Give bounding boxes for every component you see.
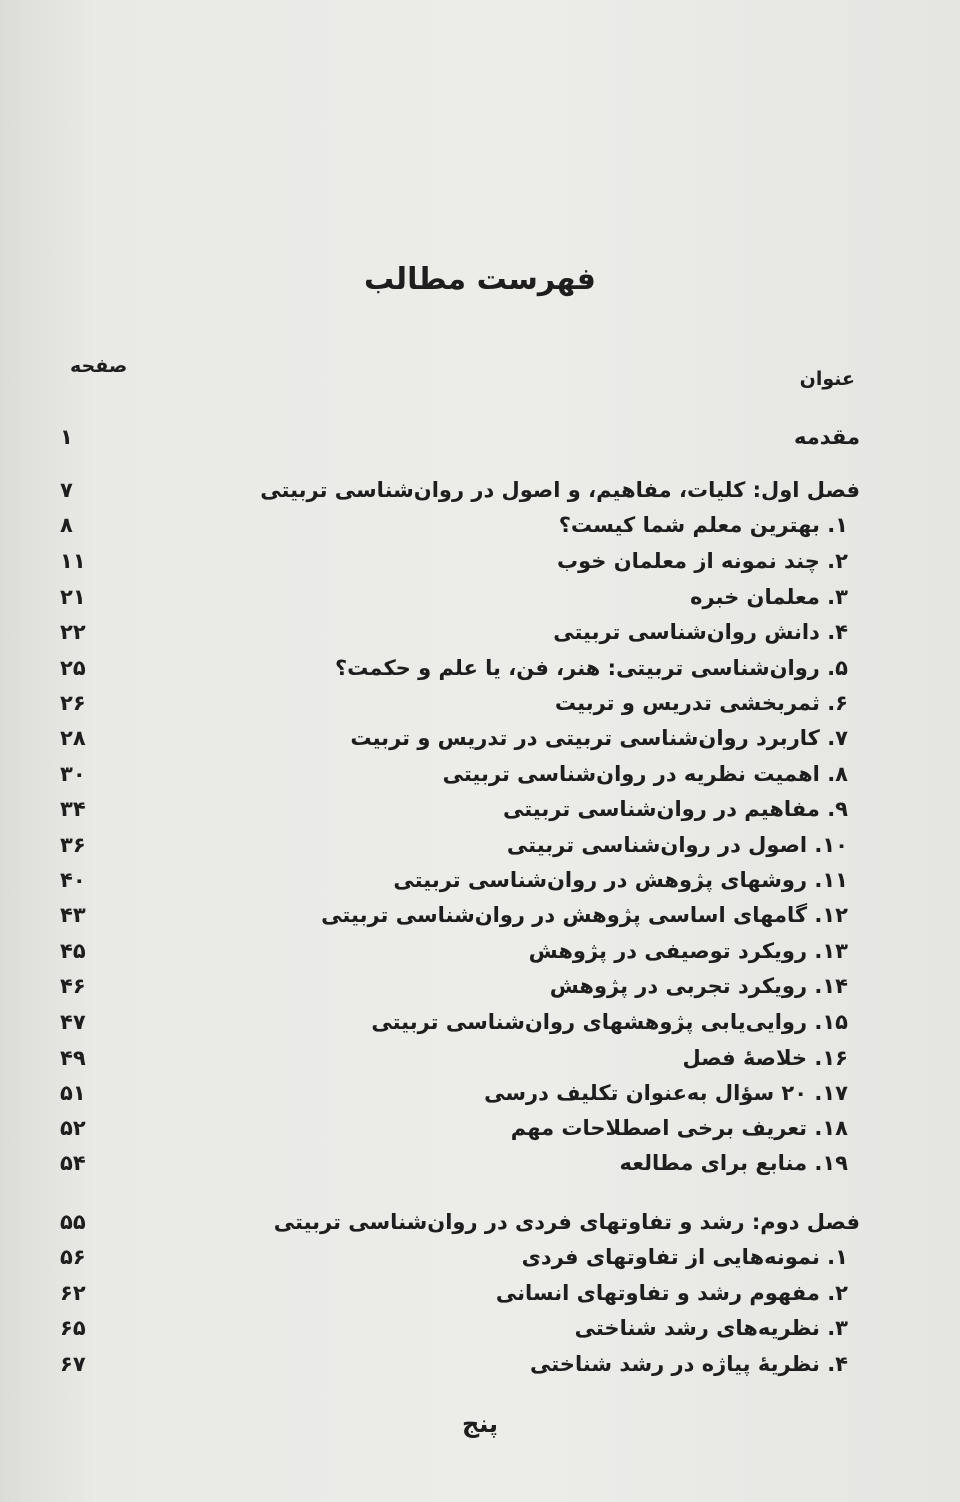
toc-chapter-row — [60, 1205, 860, 1239]
toc-entry-title: مقدمه — [794, 425, 860, 449]
toc-entry-title: ۱۸. تعریف برخی اصطلاحات مهم — [510, 1116, 848, 1140]
toc-entry-title: ۱. بهترین معلم شما کیست؟ — [558, 513, 848, 537]
toc-page-number: ۱ — [60, 425, 73, 449]
toc-page-number: ۴۵ — [60, 939, 86, 963]
toc-entry-title: ۴. نظریهٔ پیاژه در رشد شناختی — [529, 1352, 848, 1376]
toc-entry-title: ۱۷. ۲۰ سؤال به‌عنوان تکلیف درسی — [484, 1081, 848, 1105]
toc-item-row — [60, 508, 848, 542]
toc-page-number: ۴۹ — [60, 1046, 86, 1070]
column-header-title: عنوان — [799, 368, 855, 390]
toc-entry-title: ۱. نمونه‌هایی از تفاوتهای فردی — [521, 1245, 848, 1269]
toc-page-number: ۱۱ — [60, 549, 86, 573]
toc-item-row — [60, 934, 848, 968]
toc-entry-title: ۱۵. روایی‌یابی پژوهشهای روان‌شناسی تربیتی — [371, 1010, 848, 1034]
toc-page-number: ۵۱ — [60, 1081, 86, 1105]
toc-item-row — [60, 1347, 848, 1381]
toc-page-number: ۵۲ — [60, 1116, 86, 1140]
toc-page-number: ۲۸ — [60, 726, 86, 750]
toc-entry-title: فصل اول: کلیات، مفاهیم، و اصول در روان‌شناسی تربیتی — [260, 478, 860, 502]
toc-page-number: ۷ — [60, 478, 73, 502]
toc-entry-title: ۵. روان‌شناسی تربیتی: هنر، فن، یا علم و حکمت؟ — [334, 656, 848, 680]
toc-entry-title: ۴. دانش روان‌شناسی تربیتی — [553, 620, 848, 644]
toc-page-number: ۳۰ — [60, 762, 86, 786]
toc-entry-title: ۹. مفاهیم در روان‌شناسی تربیتی — [502, 797, 848, 821]
toc-entry-title: فصل دوم: رشد و تفاوتهای فردی در روان‌شناسی تربیتی — [273, 1210, 860, 1234]
toc-entry-title: ۶. ثمربخشی تدریس و تربیت — [554, 691, 848, 715]
toc-page-number: ۲۱ — [60, 585, 86, 609]
toc-page-number: ۵۶ — [60, 1245, 86, 1269]
toc-page-number: ۲۵ — [60, 656, 86, 680]
toc-item-row — [60, 651, 848, 685]
toc-page-number: ۵۵ — [60, 1210, 86, 1234]
toc-entry-title: ۱۲. گامهای اساسی پژوهش در روان‌شناسی تربیتی — [321, 903, 848, 927]
toc-item-row — [60, 580, 848, 614]
toc-item-row — [60, 1041, 848, 1075]
toc-item-row — [60, 898, 848, 932]
toc-item-row — [60, 1005, 848, 1039]
toc-title: فهرست مطالب — [364, 262, 596, 297]
toc-entry-title: ۲. مفهوم رشد و تفاوتهای انسانی — [495, 1281, 848, 1305]
toc-item-row — [60, 1240, 848, 1274]
toc-page-number: ۴۰ — [60, 868, 86, 892]
toc-item-row — [60, 721, 848, 755]
toc-page-number: ۴۷ — [60, 1010, 86, 1034]
toc-entry-title: ۱۳. رویکرد توصیفی در پژوهش — [528, 939, 848, 963]
toc-section-row — [60, 420, 860, 454]
toc-item-row — [60, 686, 848, 720]
toc-entry-title: ۱۱. روشهای پژوهش در روان‌شناسی تربیتی — [393, 868, 848, 892]
toc-item-row — [60, 1146, 848, 1180]
toc-item-row — [60, 544, 848, 578]
toc-entry-title: ۲. چند نمونه از معلمان خوب — [557, 549, 848, 573]
toc-entry-title: ۱۶. خلاصهٔ فصل — [682, 1046, 848, 1070]
toc-page-number: ۵۴ — [60, 1151, 86, 1175]
toc-item-row — [60, 1111, 848, 1145]
toc-entry-title: ۱۹. منابع برای مطالعه — [619, 1151, 848, 1175]
page-number-footer: پنج — [461, 1410, 499, 1438]
toc-page-number: ۲۶ — [60, 691, 86, 715]
toc-entry-title: ۱۰. اصول در روان‌شناسی تربیتی — [506, 833, 848, 857]
toc-entry-title: ۱۴. رویکرد تجربی در پژوهش — [549, 974, 848, 998]
toc-page-number: ۳۴ — [60, 797, 86, 821]
toc-item-row — [60, 615, 848, 649]
toc-item-row — [60, 792, 848, 826]
toc-chapter-row — [60, 473, 860, 507]
toc-entry-title: ۳. نظریه‌های رشد شناختی — [574, 1316, 848, 1340]
toc-page-number: ۴۶ — [60, 974, 86, 998]
toc-item-row — [60, 1076, 848, 1110]
toc-item-row — [60, 828, 848, 862]
toc-item-row — [60, 863, 848, 897]
toc-page-number: ۴۳ — [60, 903, 86, 927]
toc-item-row — [60, 1276, 848, 1310]
toc-page-number: ۲۲ — [60, 620, 86, 644]
toc-item-row — [60, 1311, 848, 1345]
toc-entry-title: ۸. اهمیت نظریه در روان‌شناسی تربیتی — [442, 762, 848, 786]
toc-entry-title: ۳. معلمان خبره — [690, 585, 848, 609]
toc-entry-title: ۷. کاربرد روان‌شناسی تربیتی در تدریس و تربیت — [350, 726, 848, 750]
toc-item-row — [60, 969, 848, 1003]
toc-item-row — [60, 757, 848, 791]
toc-page-number: ۶۲ — [60, 1281, 86, 1305]
toc-page-number: ۶۵ — [60, 1316, 86, 1340]
toc-page-number: ۸ — [60, 513, 73, 537]
column-header-page: صفحه — [70, 355, 128, 377]
toc-page-number: ۶۷ — [60, 1352, 86, 1376]
toc-page-number: ۳۶ — [60, 833, 86, 857]
